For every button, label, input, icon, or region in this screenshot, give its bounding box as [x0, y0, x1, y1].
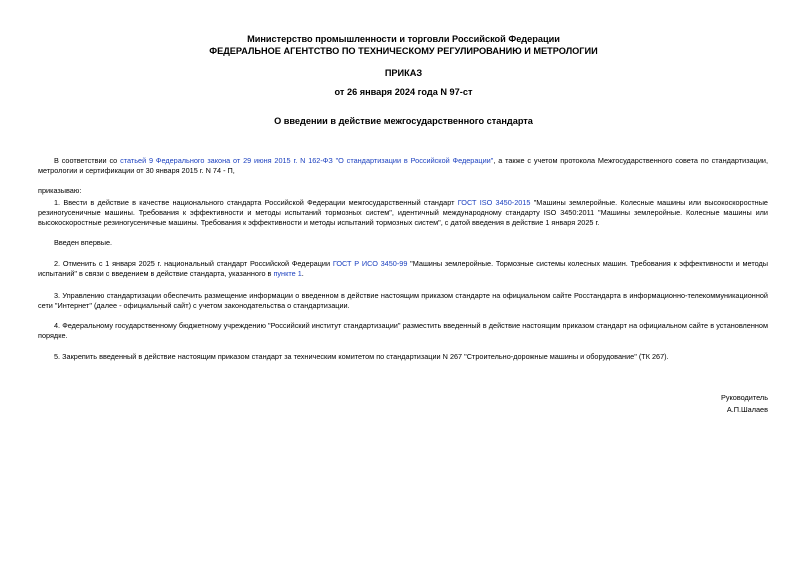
item-1 [38, 198, 768, 228]
gost-iso-3450-2015-link[interactable]: ГОСТ ISO 3450-2015 [457, 198, 531, 207]
doc-date: от 26 января 2024 года N 97-ст [334, 87, 473, 97]
gost-r-iso-3450-99-link[interactable]: ГОСТ Р ИСО 3450-99 [332, 259, 408, 268]
doc-type: ПРИКАЗ [384, 68, 423, 78]
item1-post: "Машины землеройные. Колесные машины или высокоскоростные резиногусеничные машины. Требования к эффективности и методы испытаний тормозных систем", идентичный международному стандарту ISO 3450:2011 "Машины землеройные. Колесные машины или высокоскоростные резиногусеничные машины. Требования к эффективности и методы испытаний тормозных систем", с датой введения в действие 1 января 2025 г. [38, 198, 768, 227]
signature-name: А.П.Шалаев [726, 405, 768, 414]
item2-mid: "Машины землеройные. Тормозные системы колесных машин. Требования к эффективности и методы испытаний" в связи с введением в действие стандарта, указанного в [38, 259, 768, 278]
preamble-pre: В соответствии со [54, 156, 121, 165]
law-link[interactable]: статьей 9 Федерального закона от 29 июня 2015 г. N 162-ФЗ "О стандартизации в Российской Федерации" [120, 156, 494, 165]
agency-name: ФЕДЕРАЛЬНОЕ АГЕНТСТВО ПО ТЕХНИЧЕСКОМУ РЕГУЛИРОВАНИЮ И МЕТРОЛОГИИ [209, 46, 598, 56]
introduced-note: Введен впервые. [54, 238, 113, 247]
item-3: 3. Управлению стандартизации обеспечить размещение информации о введенном в действие настоящим приказом стандарте на официальном сайте Росстандарта в информационно-телекоммуникационной сети "Интернет" (далее - официальный сайт) с учетом законодательства о стандартизации. [38, 291, 768, 310]
item1-pre: 1. Ввести в действие в качестве национального стандарта Российской Федерации межгосударственный стандарт [54, 198, 458, 207]
signature-role: Руководитель [720, 393, 768, 402]
item-2 [38, 259, 768, 279]
item2-pre: 2. Отменить с 1 января 2025 г. национальный стандарт Российской Федерации [54, 259, 333, 268]
item2-post: . [301, 269, 304, 278]
clause-1-link[interactable]: пункте 1 [273, 269, 302, 278]
item-4: 4. Федеральному государственному бюджетному учреждению "Российский институт стандартизации" разместить введенный в действие настоящим приказом стандарт на официальном сайте в установленном порядке. [38, 321, 768, 340]
order-word: приказываю: [38, 186, 82, 195]
preamble-paragraph [38, 156, 768, 176]
doc-title: О введении в действие межгосударственного стандарта [274, 116, 533, 126]
ministry-name: Министерство промышленности и торговли Российской Федерации [247, 34, 560, 44]
preamble-post: , а также с учетом протокола Межгосударственного совета по стандартизации, метрологии и сертификации от 30 января 2015 г. N 74 - П, [38, 156, 769, 175]
item-5: 5. Закрепить введенный в действие настоящим приказом стандарт за техническим комитетом по стандартизации N 267 "Строительно-дорожные машины и оборудование" (ТК 267). [54, 352, 669, 361]
